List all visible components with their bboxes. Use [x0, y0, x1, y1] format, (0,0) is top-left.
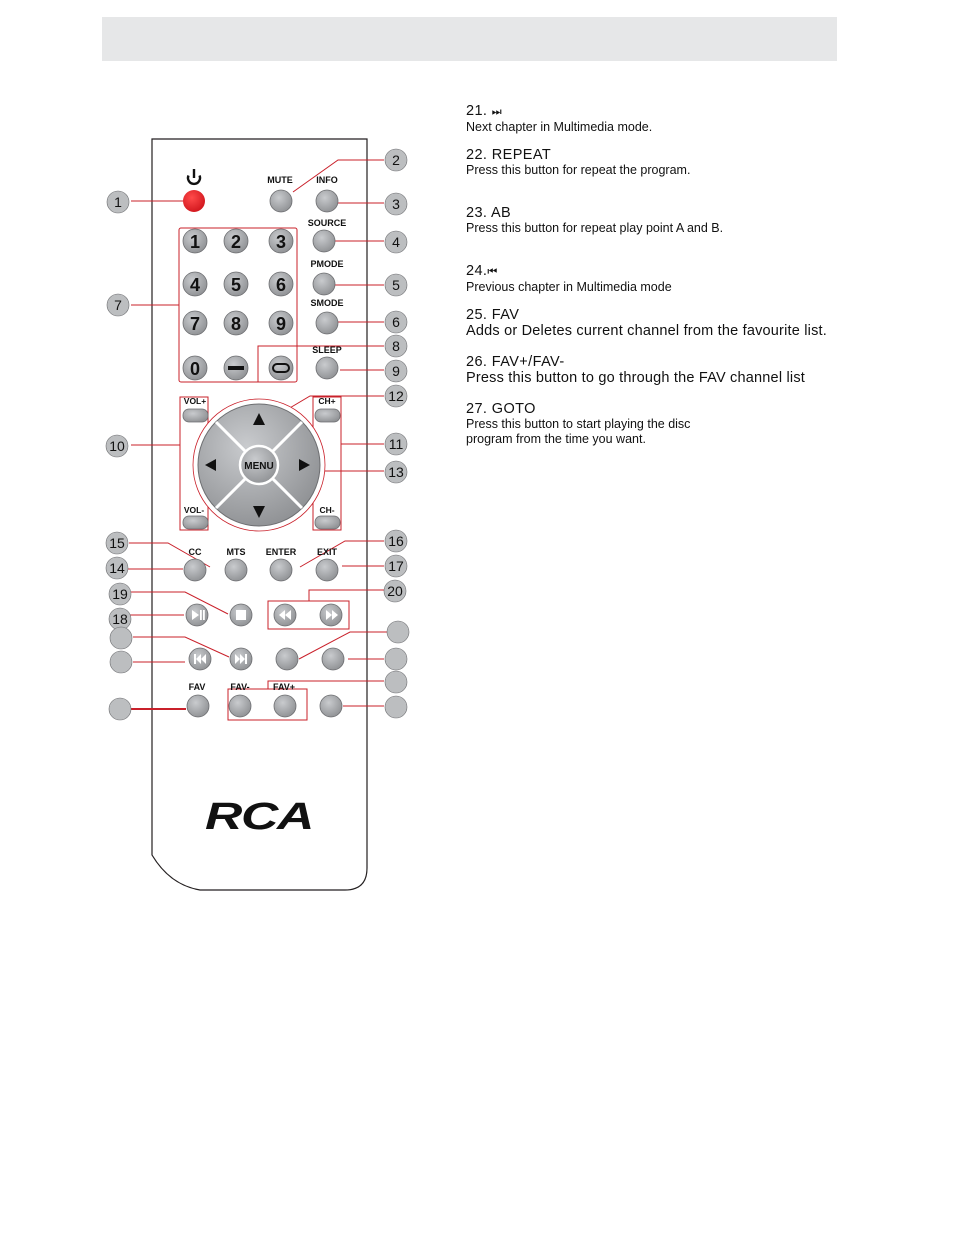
callout-number: 11: [388, 436, 404, 452]
dash-icon: [228, 366, 244, 370]
rca-logo: [205, 796, 313, 838]
digit-label: 7: [189, 314, 201, 334]
callout-badge: [385, 696, 407, 718]
description-title: 21.: [466, 103, 492, 119]
callout-number: 10: [109, 438, 125, 454]
fav-plus-button[interactable]: [274, 695, 296, 717]
description-title: 23. AB: [466, 205, 512, 221]
cc-button[interactable]: [184, 559, 206, 581]
digit-label: 3: [275, 232, 287, 252]
digit-label: 0: [189, 359, 201, 379]
callout-number: 13: [388, 464, 404, 480]
description-title: 25. FAV: [466, 307, 520, 323]
callout-number: 12: [388, 388, 404, 404]
vol-minus-label: VOL-: [183, 505, 205, 515]
mute-button[interactable]: [270, 190, 292, 212]
callout-number: 19: [112, 586, 128, 602]
fav-plus-label: FAV+: [272, 682, 296, 692]
callout-badge: [109, 698, 131, 720]
description-26: [466, 354, 886, 387]
description-text: program from the time you want.: [466, 432, 646, 446]
sleep-button[interactable]: [316, 357, 338, 379]
callout-number: 15: [109, 535, 125, 551]
ch-up-button[interactable]: [315, 409, 340, 422]
callout-number: 1: [114, 194, 122, 210]
smode-label: SMODE: [310, 298, 344, 308]
mute-label: MUTE: [267, 175, 293, 185]
description-text: Next chapter in Multimedia mode.: [466, 120, 653, 134]
vol-down-button[interactable]: [183, 516, 208, 529]
description-text: Press this button to go through the FAV channel list: [466, 370, 805, 386]
description-title: 22. REPEAT: [466, 147, 552, 163]
digit-label: 9: [275, 314, 287, 334]
menu-label: MENU: [244, 461, 274, 472]
mts-label: MTS: [226, 547, 246, 557]
sleep-label: SLEEP: [312, 345, 342, 355]
callout-number: 6: [392, 314, 400, 330]
description-text: Press this button to start playing the disc: [466, 417, 691, 431]
ch-down-button[interactable]: [315, 516, 340, 529]
callout-number: 5: [392, 277, 400, 293]
svg-text:RCA: RCA: [205, 796, 313, 838]
ch-minus-label: CH-: [319, 505, 335, 515]
callout-badge: [110, 627, 132, 649]
description-text: Press this button for repeat play point A and B.: [466, 221, 724, 235]
callout-number: 16: [388, 533, 404, 549]
pmode-label: PMODE: [310, 259, 344, 269]
callout-number: 4: [392, 234, 400, 250]
ch-plus-label: CH+: [318, 396, 336, 406]
callout-number: 20: [387, 583, 403, 599]
fav-button[interactable]: [187, 695, 209, 717]
description-text: Press this button for repeat the program.: [466, 163, 691, 177]
callout-number: 3: [392, 196, 400, 212]
enter-label: ENTER: [265, 547, 297, 557]
mts-button[interactable]: [225, 559, 247, 581]
digit-label: 5: [230, 275, 242, 295]
stop-icon: [236, 610, 246, 620]
fav-minus-button[interactable]: [229, 695, 251, 717]
digit-label: 1: [189, 232, 201, 252]
callout-number: 8: [392, 338, 400, 354]
description-text: Previous chapter in Multimedia mode: [466, 280, 672, 294]
description-21: [466, 103, 886, 135]
ab-button[interactable]: [322, 648, 344, 670]
callout-badge: [110, 651, 132, 673]
info-button[interactable]: [316, 190, 338, 212]
description-24: [466, 263, 886, 295]
source-button[interactable]: [313, 230, 335, 252]
pmode-button[interactable]: [313, 273, 335, 295]
callout-badge: [385, 671, 407, 693]
goto-button[interactable]: [320, 695, 342, 717]
callout-number: 2: [392, 152, 400, 168]
callout-number: 9: [392, 363, 400, 379]
smode-button[interactable]: [316, 312, 338, 334]
description-title: 24.: [466, 263, 488, 279]
digit-label: 8: [230, 314, 242, 334]
next-chapter-icon: ⏭: [491, 106, 503, 118]
description-27: [466, 401, 886, 447]
cc-label: CC: [188, 547, 202, 557]
digit-label: 6: [275, 275, 287, 295]
repeat-button[interactable]: [276, 648, 298, 670]
digit-label: 4: [189, 275, 201, 295]
vol-plus-label: VOL+: [183, 396, 207, 406]
enter-button[interactable]: [270, 559, 292, 581]
description-22: [466, 147, 886, 178]
fav-label: FAV: [188, 682, 206, 692]
source-label: SOURCE: [307, 218, 347, 228]
callout-badge: [385, 648, 407, 670]
previous-chapter-icon: ⏮: [487, 266, 498, 278]
exit-button[interactable]: [316, 559, 338, 581]
fav-minus-label: FAV-: [230, 682, 250, 692]
description-23: [466, 205, 886, 236]
exit-label: EXIT: [316, 547, 338, 557]
callout-number: 18: [112, 611, 128, 627]
callout-number: 7: [114, 297, 122, 313]
description-title: 27. GOTO: [466, 401, 536, 417]
description-25: [466, 307, 886, 340]
info-label: INFO: [316, 175, 338, 185]
callout-badge: [387, 621, 409, 643]
vol-up-button[interactable]: [183, 409, 208, 422]
callout-number: 14: [109, 560, 125, 576]
digit-label: 2: [230, 232, 242, 252]
description-text: Adds or Deletes current channel from the favourite list.: [466, 323, 827, 339]
callout-number: 17: [388, 558, 404, 574]
description-title: 26. FAV+/FAV-: [466, 354, 565, 370]
